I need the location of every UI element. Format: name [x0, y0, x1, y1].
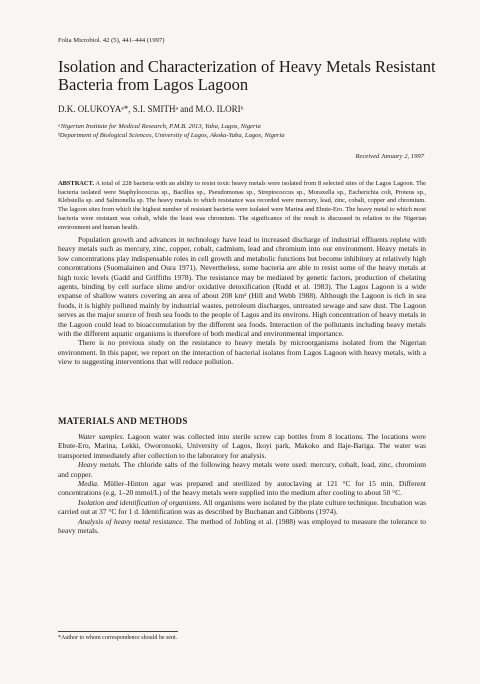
methods-text: Lagoon water was collected into sterile screw cap bottles from 8 locations. The locations were Ebute-Ero, Marina, Lekki, Oworonsoki, University of Lagos, Ikoyi park, Makoko and Ilaje-Bariga. The water was transported immediately after collection to the laboratory for analysis. [58, 432, 426, 460]
methods-paragraph [58, 498, 426, 517]
affiliation-b: ᵇDepartment of Biological Sciences, University of Lagos, Akoka-Yaba, Lagos, Nigeria [58, 132, 285, 139]
methods-text: The method of Jobling et al. (1988) was employed to measure the tolerance to heavy metals. [58, 516, 427, 536]
intro-paragraph: Population growth and advances in technology have lead to increased discharge of industrial effluents replete with heavy metals such as mercury, zinc, copper, cobalt, cadmium, lead and chromium into our environment. Heavy metals in low concentrations play indispensable roles in cell growth and metabolic functions but become inhibitory at relatively high concentrations (Suomalainen and Oura 1971). Nevertheless, some bacteria are able to resist some of the heavy metals at high toxic levels (Gadd and Griffiths 1978). The resistance may be mediated by genetic factors, production of chelating agents, binding by cell surface slime and/or oxidative detoxification (Rudd et al. 1983). The Lagos Lagoon is a wide expanse of shallow waters covering an area of about 208 km² (Hill and Webb 1988). Although the Lagoon is rich in sea foods, it is highly polluted mainly by industrial wastes, petroleum discharges, untreated sewage and saw dust. The Lagoon serves as the major source of fresh sea foods to the people of Lagos and its environs. High concentration of heavy metals in the Lagoon could lead to bioaccumulation by the different sea foods. Interaction of the pollutants including heavy metals with the different aquatic organisms is therefore of both medical and environmental importance. [58, 235, 426, 339]
received-date: Received January 2, 1997 [355, 153, 424, 160]
methods-subheading: Heavy metals. [78, 460, 121, 470]
methods-paragraph [58, 460, 426, 479]
abstract [58, 180, 426, 232]
methods-paragraph [58, 517, 426, 536]
methods-text: Müller–Hinton agar was prepared and sterilized by autoclaving at 121 °C for 15 min. Different concentrations (e.g. 1–20 mmol/L) of the heavy metals were supplied into the medium after cooling to about 50 °C. [58, 479, 426, 498]
journal-citation: Folia Microbiol. 42 (5), 441–444 (1997) [58, 37, 165, 44]
footnote-divider [58, 631, 178, 632]
introduction [58, 235, 426, 367]
methods-text: All organisms were isolated by the plate culture technique. Incubation was carried out at 37 °C for 1 d. Identification was as described by Buchanan and Gibbons (1974). [58, 497, 426, 517]
methods-subheading: Analysis of heavy metal resistance. [78, 516, 185, 526]
footnote: *Author to whom correspondence should be sent. [58, 635, 178, 641]
paper-title: Isolation and Characterization of Heavy Metals Resistant Bacteria from Lagos Lagoon [58, 57, 436, 94]
abstract-label: ABSTRACT. [58, 180, 94, 187]
methods-text: The chloride salts of the following heavy metals were used: mercury, cobalt, lead, zinc, chromium and copper. [58, 460, 427, 479]
author-list: D.K. OLUKOYAᵃ*, S.I. SMITHᵃ and M.O. ILORIᵇ [58, 104, 244, 114]
section-heading: MATERIALS AND METHODS [58, 416, 188, 426]
methods-subheading: Water samples. [78, 432, 125, 441]
affiliation-a: ᵃNigerian Institute for Medical Research, P.M.B. 2013, Yaba, Lagos, Nigeria [58, 123, 261, 130]
methods-paragraph [58, 432, 426, 460]
methods-subheading: Isolation and identification of organisms. [78, 497, 202, 507]
affiliations [58, 122, 438, 140]
intro-paragraph: There is no previous study on the resistance to heavy metals by microorganisms isolated from the Nigerian environment. In this paper, we report on the interaction of bacterial isolates from Lagos Lagoon with heavy metals, with a view to suggesting interventions that will reduce pollution. [58, 338, 426, 367]
methods-section [58, 432, 426, 535]
methods-paragraph [58, 479, 426, 498]
methods-subheading: Media. [78, 479, 99, 489]
abstract-text: A total of 228 bacteria with an ability to resist toxic heavy metals were isolated from 8 selected sites of the Lagos Lagoon. The bacteria isolated were Staphylococcus sp., Bacillus sp., Pseudomonas sp., Streptococcus sp., Moraxella sp., Escherichia coli, Proteus sp., Klebsiella sp. and Salmonella sp. The heavy metals to which resistance was recorded were mercury, lead, zinc, cobalt, copper and chromium. The lagoon sites from which the highest number of resistant bacteria were isolated were Marina and Ebute-Ero. The heavy metal to which most bacteria were resistant was cobalt, while the least was chromium. The significance of the result is discussed in relation to the Nigerian environment and human health. [58, 180, 426, 231]
